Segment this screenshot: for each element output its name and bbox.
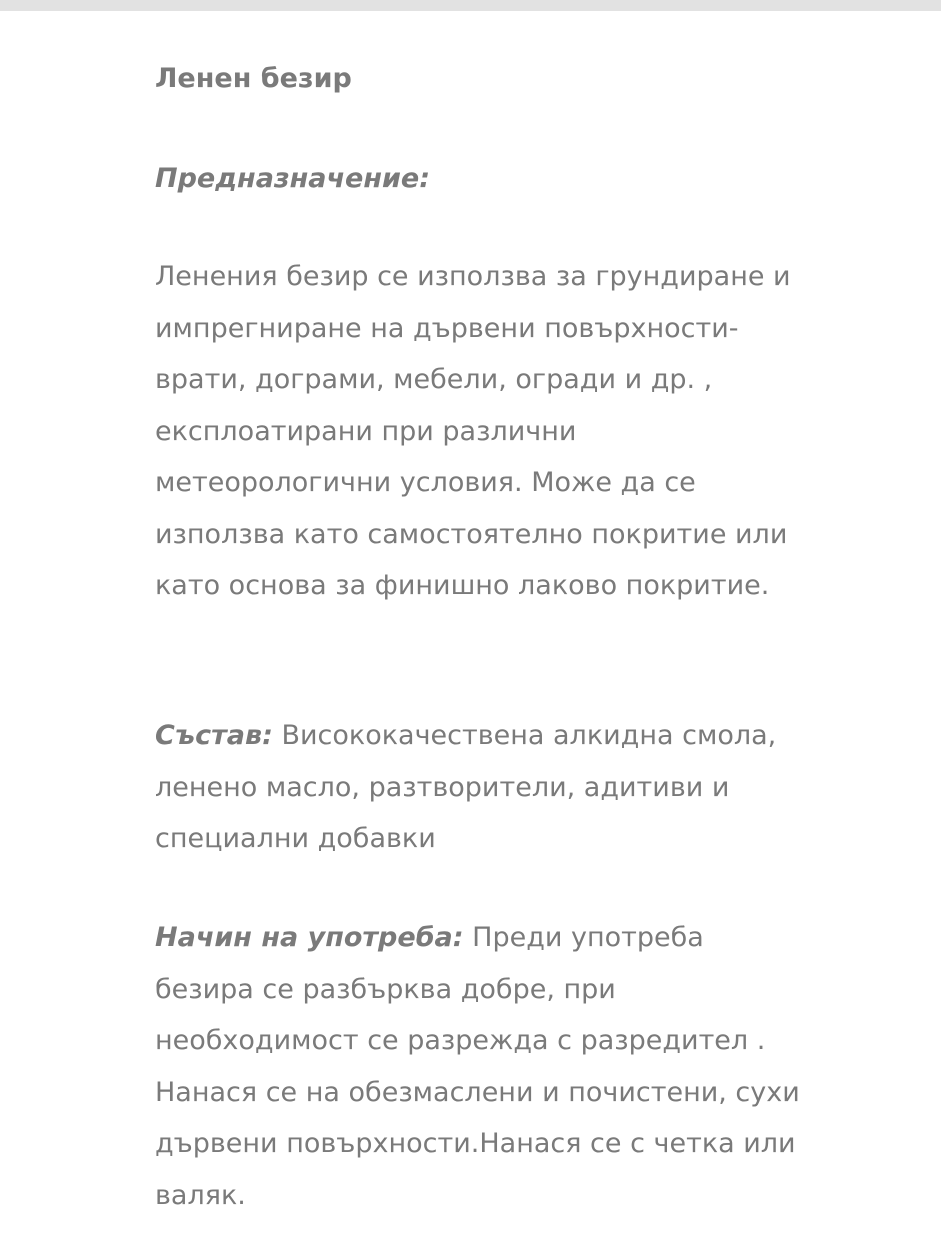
page-title: Ленен безир	[155, 63, 352, 94]
purpose-heading: Предназначение:	[155, 163, 431, 194]
composition-text: Висококачествена алкидна смола, ленено масло, разтворители, адитиви и специални добавки	[155, 720, 777, 854]
composition-paragraph	[155, 710, 805, 865]
usage-label: Начин на употреба:	[155, 922, 464, 953]
usage-text: Преди употреба безира се разбърква добре, при необходимост се разрежда с разредител . Нанася се на обезмаслени и почистени, сухи дървени повърхности.Нанася се с четка или валяк.	[155, 922, 800, 1211]
purpose-paragraph: Ленения безир се използва за грундиране и импрегниране на дървени повърхности-врати, дограми, мебели, огради и др. , експлоатирани при различни метеорологични условия. Може да се използва като самостоятелно покритие или като основа за финишно лаково покритие.	[155, 261, 791, 601]
composition-label: Състав:	[155, 720, 273, 751]
article-content	[155, 56, 805, 1211]
usage-paragraph	[155, 912, 805, 1221]
top-bar	[0, 0, 941, 11]
